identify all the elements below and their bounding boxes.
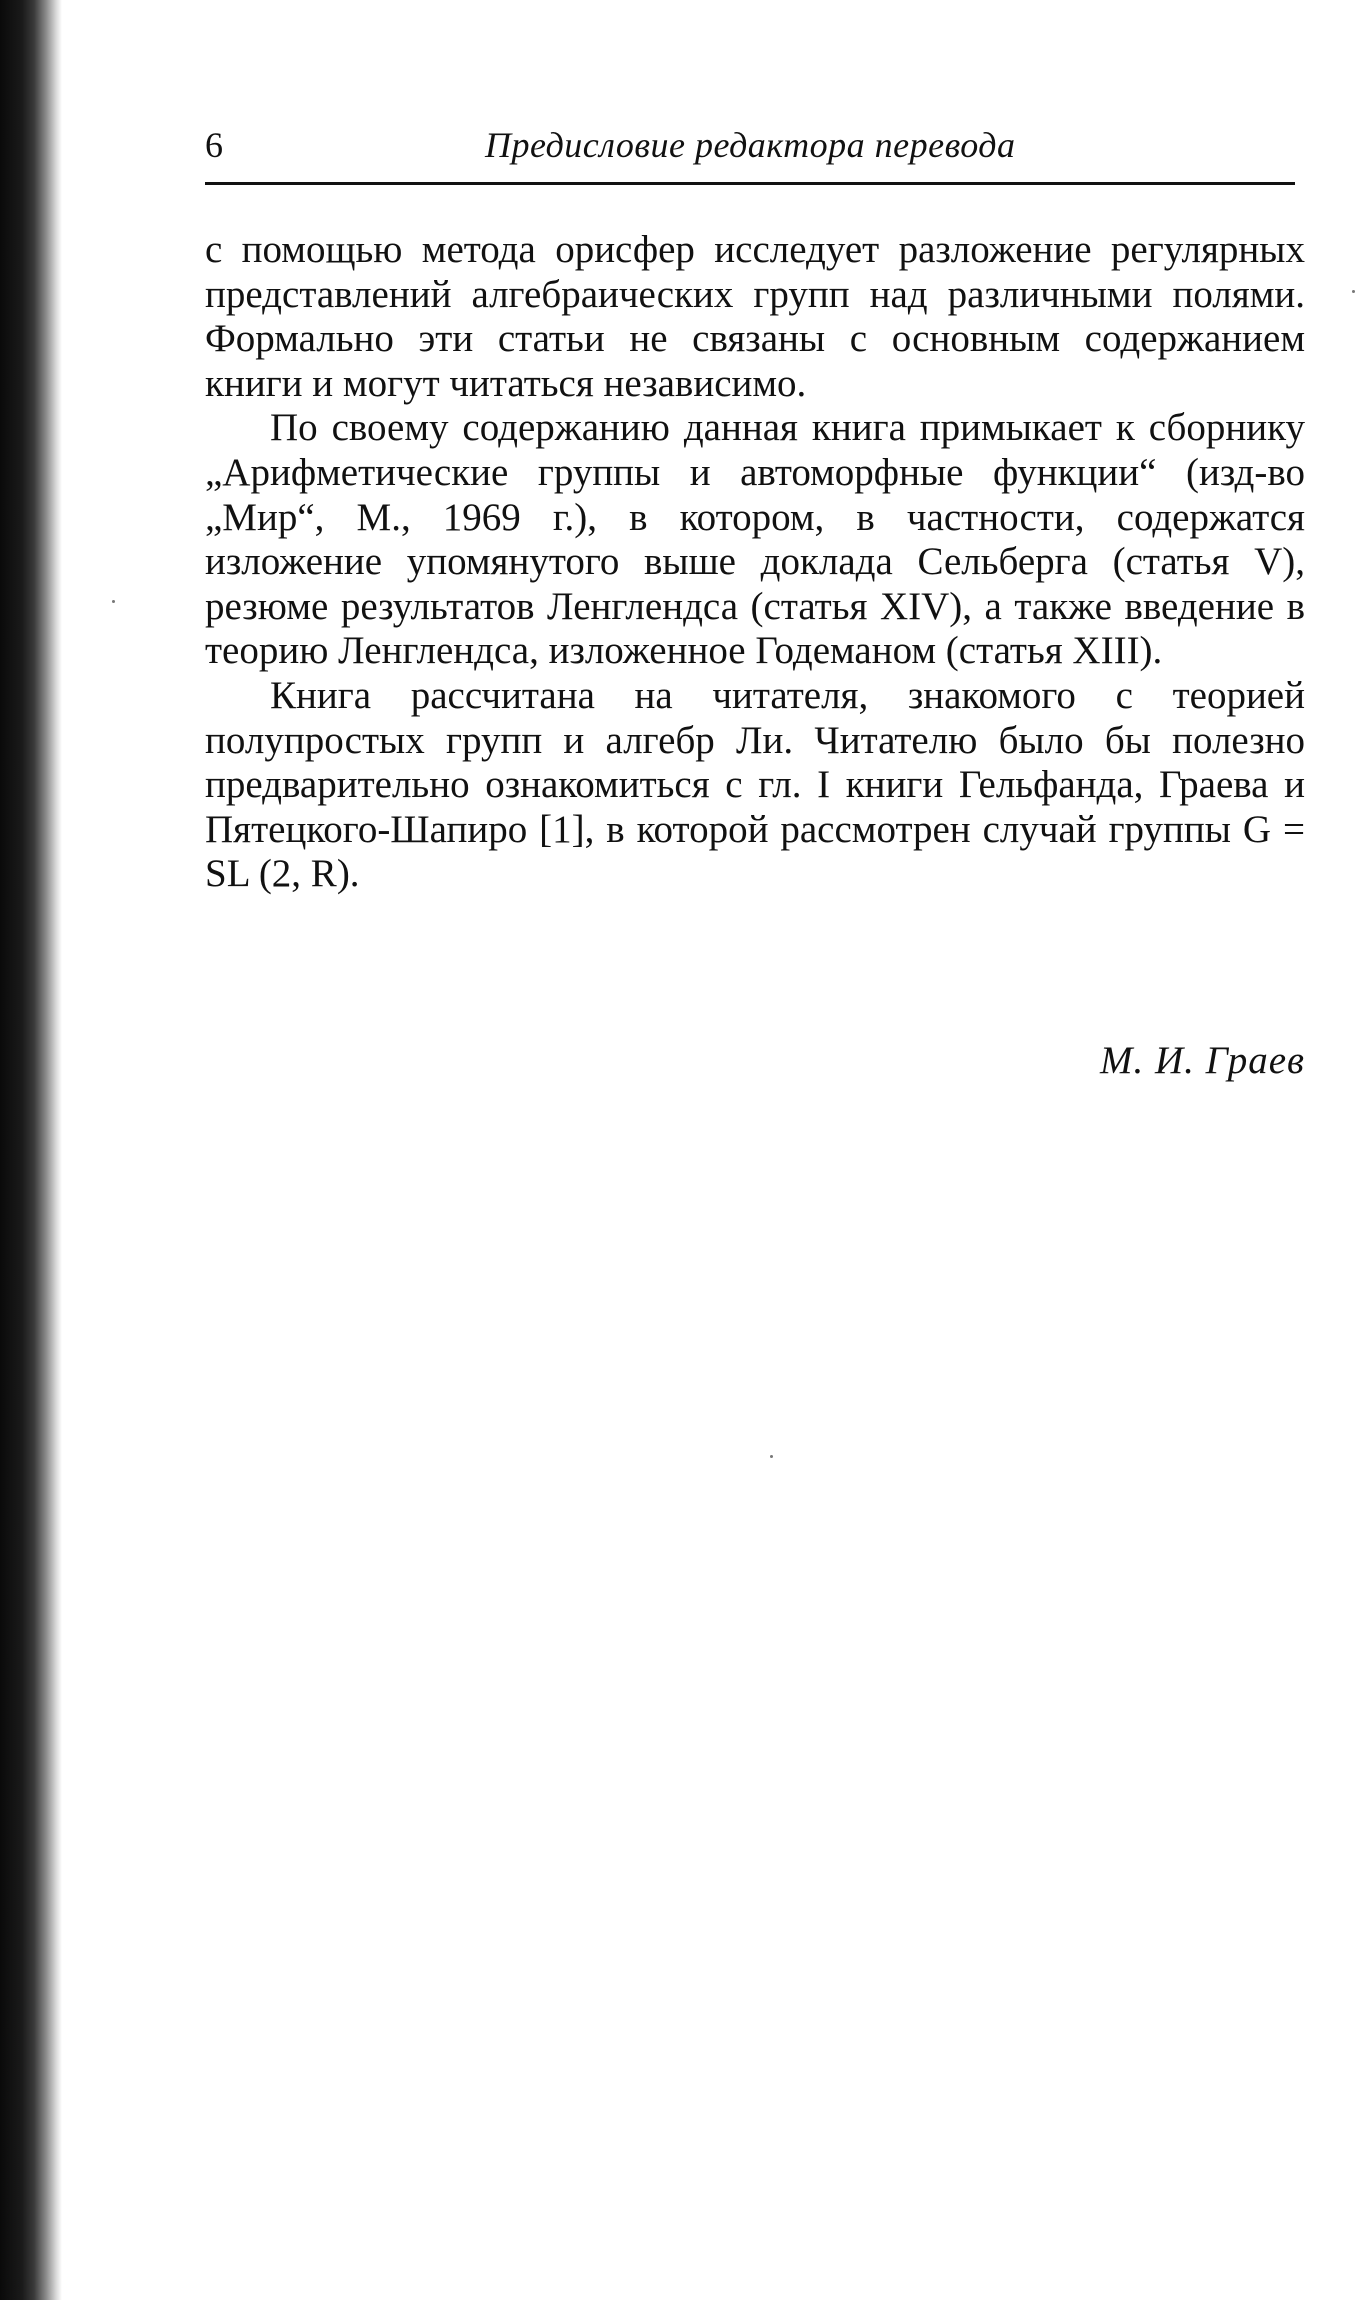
paragraph: По своему содержанию данная книга примыкает к сборнику „Арифметические группы и автоморфные функции“ (изд-во „Мир“, М., 1969 г.), в котором, в частности, содержатся изложение упомянутого выше доклада Сельберга (статья V), резюме результатов Ленглендса (статья XIV), а также введение в теорию Ленглендса, изложенное Годеманом (статья XIII). <box>205 406 1305 673</box>
page-number: 6 <box>205 125 223 165</box>
paragraph: с помощью метода орисфер исследует разложение регулярных представлений алгебраических групп над различными полями. Формально эти статьи не связаны с основным содержанием книги и могут читаться независимо. <box>205 228 1305 405</box>
paragraph: Книга рассчитана на читателя, знакомого с теорией полупростых групп и алгебр Ли. Читателю было бы полезно предварительно ознакомиться с гл. I книги Гельфанда, Граева и Пятецкого-Шапиро [1], в которой рассмотрен случай группы G = SL (2, R). <box>205 673 1305 896</box>
running-head <box>205 120 1305 172</box>
scan-speck <box>112 600 115 603</box>
document-page <box>205 120 1305 1082</box>
scan-speck <box>1352 290 1355 293</box>
header-rule <box>205 182 1295 185</box>
scan-binding-edge <box>0 0 62 2300</box>
running-title: Предисловие редактора перевода <box>485 125 1016 165</box>
scan-speck <box>770 1455 773 1458</box>
body-text <box>205 228 1305 897</box>
signature: М. И. Граев <box>1100 1039 1305 1082</box>
